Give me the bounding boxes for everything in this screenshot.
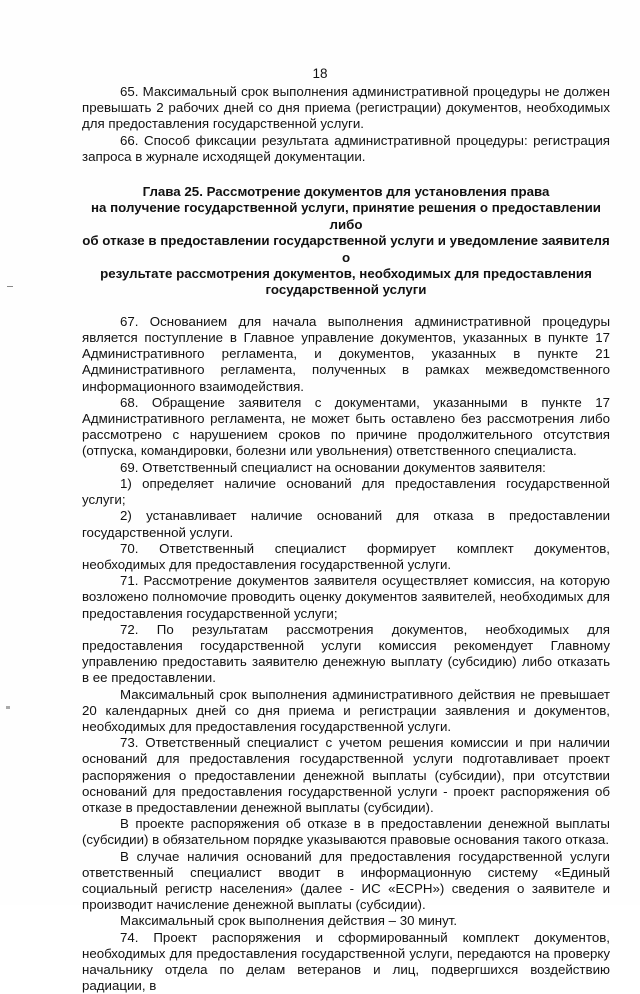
margin-tick [7, 286, 13, 287]
heading-line: результате рассмотрения документов, необходимых для предоставления [100, 266, 592, 282]
paragraph-74: 74. Проект распоряжения и сформированный комплект документов, необходимых для предоставления государственной услуги, передаются на проверку начальнику отдела по делам ветеранов и лиц, подвергшихся воздействию радиации, в [82, 929, 610, 994]
heading-line: на получение государственной услуги, принятие решения о предоставлении либо [91, 200, 601, 232]
paragraph-71: 71. Рассмотрение документов заявителя осуществляет комиссия, на которую возложено полномочие проводить оценку документов заявителей, необходимых для предоставления государственной услуги; [82, 573, 610, 621]
document-body [82, 84, 610, 994]
paragraph-67: 67. Основанием для начала выполнения административной процедуры является поступление в Главное управление документов, указанных в пункте 17 Административного регламента, и документов, указанных в пункте 21 Административного регламента, полученных в рамках межведомственного информационного взаимодействия. [82, 313, 610, 394]
chapter-heading [82, 184, 610, 299]
paragraph-70: 70. Ответственный специалист формирует комплект документов, необходимых для предоставления государственной услуги. [82, 540, 610, 572]
paragraph-68: 68. Обращение заявителя с документами, указанными в пункте 17 Административного регламента, не может быть оставлено без рассмотрения либо рассмотрено с нарушением сроков по причине продолжительного отсутствия (отпуска, командировки, болезни или увольнения) ответственного специалиста. [82, 394, 610, 459]
heading-line: об отказе в предоставлении государственной услуги и уведомление заявителя о [82, 233, 610, 265]
margin-mark [6, 706, 10, 709]
paragraph-66: 66. Способ фиксации результата административной процедуры: регистрация запроса в журнале исходящей документации. [82, 132, 610, 164]
paragraph-65: 65. Максимальный срок выполнения административной процедуры не должен превышать 2 рабочих дней со дня приема (регистрации) документов, необходимых для предоставления государственной услуги. [82, 84, 610, 132]
paragraph-69: 69. Ответственный специалист на основании документов заявителя: [120, 459, 546, 475]
list-item-1: 1) определяет наличие оснований для предоставления государственной услуги; [82, 475, 610, 508]
page-number: 18 [312, 66, 328, 81]
list-item-2: 2) устанавливает наличие оснований для отказа в предоставлении государственной услуги. [82, 508, 610, 540]
paragraph-73-esrn: В случае наличия оснований для предоставления государственной услуги ответственный специалист вводит в информационную систему «Единый социальный регистр населения» (далее - ИС «ЕСРН») сведения о заявителе и производит начисление денежной выплаты (субсидии). [82, 848, 610, 913]
paragraph-73-deadline: Максимальный срок выполнения действия – 30 минут. [120, 913, 458, 929]
paragraph-73-refusal: В проекте распоряжения об отказе в в предоставлении денежной выплаты (субсидии) в обязательном порядке указываются правовые основания такого отказа. [82, 816, 610, 848]
paragraph-72: 72. По результатам рассмотрения документов, необходимых для предоставления государственной услуги комиссия рекомендует Главному управлению предоставить заявителю денежную выплату (субсидию) либо отказать в ее предоставлении. [82, 621, 610, 686]
heading-line: государственной услуги [265, 282, 427, 298]
paragraph-73: 73. Ответственный специалист с учетом решения комиссии и при наличии оснований для предоставления государственной услуги подготавливает проект распоряжения о предоставлении денежной выплаты (субсидии), при отсутствии оснований для предоставления государственной услуги - проект распоряжения об отказе в предоставлении денежной выплаты (субсидии). [82, 735, 610, 815]
paragraph-72-deadline: Максимальный срок выполнения административного действия не превышает 20 календарных дней со дня приема и регистрации заявления и документов, необходимых для предоставления государственной услуги. [82, 686, 610, 734]
heading-line: Глава 25. Рассмотрение документов для установления права [142, 184, 550, 200]
